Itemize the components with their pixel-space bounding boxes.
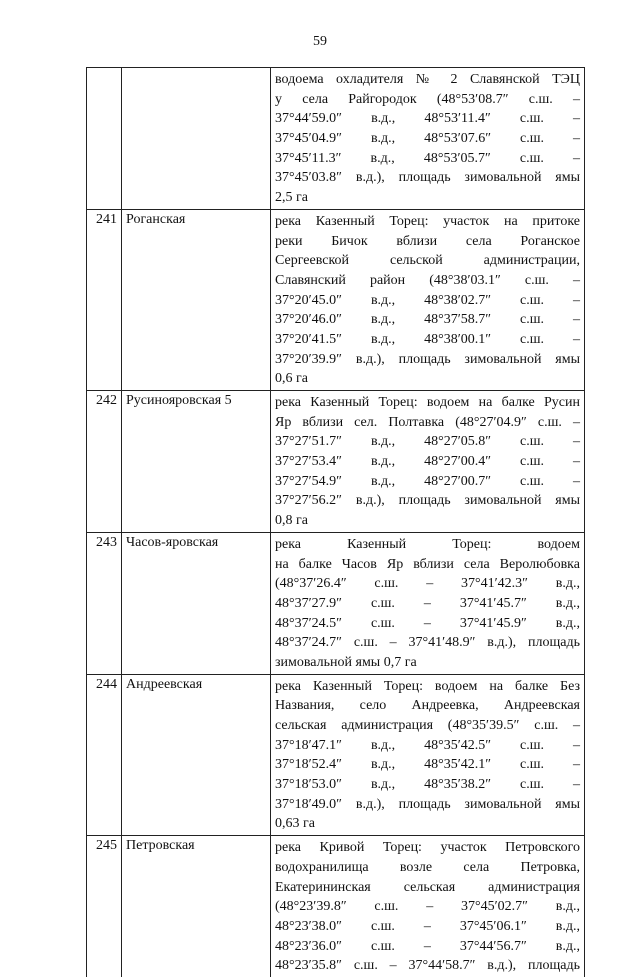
location-description [271,209,585,390]
description-line: 0,8 га [275,513,308,529]
description-line: 2,5 га [275,190,308,206]
description-line: водохранилища возле села Петровка, [275,859,580,875]
description-line: на балке Часов Яр вблизи села Веролюбовка [275,556,580,572]
description-line: 37°18′53.0″ в.д., 48°35′38.2″ с.ш. – [275,777,580,793]
location-description [271,674,585,836]
location-description [271,836,585,977]
description-line: 37°45′04.9″ в.д., 48°53′07.6″ с.ш. – [275,131,580,147]
table-row [87,532,585,674]
description-line: 48°23′38.0″ с.ш. – 37°45′06.1″ в.д., [275,918,580,934]
description-line: (48°23′39.8″ с.ш. – 37°45′02.7″ в.д., [275,899,580,915]
location-description [271,391,585,533]
location-description [271,68,585,210]
page-number: 59 [313,34,327,49]
reservoir-name: Андреевская [122,674,271,836]
table-row [87,836,585,977]
description-line: 48°37′24.7″ с.ш. – 37°41′48.9″ в.д.), площадь [275,635,580,651]
description-line: 37°18′49.0″ в.д.), площадь зимовальной ямы [275,796,580,812]
row-number: 241 [87,209,122,390]
description-line: 37°27′53.4″ в.д., 48°27′00.4″ с.ш. – [275,454,580,470]
description-line: (48°37′26.4″ с.ш. – 37°41′42.3″ в.д., [275,576,580,592]
description-line: Славянский район (48°38′03.1″ с.ш. – [275,272,580,288]
description-line: 37°18′52.4″ в.д., 48°35′42.1″ с.ш. – [275,757,580,773]
description-line: 37°27′51.7″ в.д., 48°27′05.8″ с.ш. – [275,434,580,450]
description-line: 37°20′45.0″ в.д., 48°38′02.7″ с.ш. – [275,292,580,308]
row-number: 245 [87,836,122,977]
description-line: Названия, село Андреевка, Андреевская [275,698,580,714]
row-number [87,68,122,210]
description-line: 37°27′56.2″ в.д.), площадь зимовальной ямы [275,493,580,509]
table-row [87,68,585,210]
table-row [87,674,585,836]
description-line: зимовальной ямы 0,7 га [275,654,417,670]
description-line: 37°20′46.0″ в.д., 48°37′58.7″ с.ш. – [275,312,580,328]
reservoir-name [122,68,271,210]
reservoir-name: Русинояровская 5 [122,391,271,533]
description-line: 37°27′54.9″ в.д., 48°27′00.7″ с.ш. – [275,473,580,489]
description-line: 37°20′39.9″ в.д.), площадь зимовальной ямы [275,351,580,367]
description-line: 37°45′03.8″ в.д.), площадь зимовальной ямы [275,170,580,186]
description-line: водоема охладителя № 2 Славянской ТЭЦ [275,72,580,87]
reservoir-name: Роганская [122,209,271,390]
description-line: река Казенный Торец: водоем [275,536,580,552]
reservoir-name: Петровская [122,836,271,977]
description-line: 37°18′47.1″ в.д., 48°35′42.5″ с.ш. – [275,737,580,753]
description-line: у села Райгородок (48°53′08.7″ с.ш. – [275,91,580,107]
description-line: река Казенный Торец: водоем на балке Без [275,678,580,694]
description-line: Екатерининская сельская администрация [275,879,580,895]
description-line: 48°23′35.8″ с.ш. – 37°44′58.7″ в.д.), площадь [275,958,580,974]
row-number: 242 [87,391,122,533]
description-line: река Казенный Торец: участок на притоке [275,213,580,229]
description-line: река Кривой Торец: участок Петровского [275,840,580,856]
description-line: 37°20′41.5″ в.д., 48°38′00.1″ с.ш. – [275,331,580,347]
reservoir-name: Часов-яровская [122,532,271,674]
row-number: 244 [87,674,122,836]
description-line: 48°23′36.0″ с.ш. – 37°44′56.7″ в.д., [275,938,580,954]
description-line: 48°37′24.5″ с.ш. – 37°41′45.9″ в.д., [275,615,580,631]
row-number: 243 [87,532,122,674]
location-description [271,532,585,674]
table-row [87,209,585,390]
description-line: 37°45′11.3″ в.д., 48°53′05.7″ с.ш. – [275,150,580,166]
table-body [87,68,585,977]
description-line: Яр вблизи сел. Полтавка (48°27′04.9″ с.ш. – [275,414,580,430]
reservoir-table [86,67,585,977]
description-line: Сергеевской сельской администрации, [275,253,580,269]
description-line: река Казенный Торец: водоем на балке Русин [275,395,580,410]
table-row [87,391,585,533]
description-line: сельская администрация (48°35′39.5″ с.ш. – [275,718,580,733]
description-line: 0,6 га [275,371,308,387]
description-line: 0,63 га [275,816,315,832]
description-line: реки Бичок вблизи села Роганское [275,233,580,249]
description-line: 48°37′27.9″ с.ш. – 37°41′45.7″ в.д., [275,595,580,611]
description-line: 37°44′59.0″ в.д., 48°53′11.4″ с.ш. – [275,111,580,127]
